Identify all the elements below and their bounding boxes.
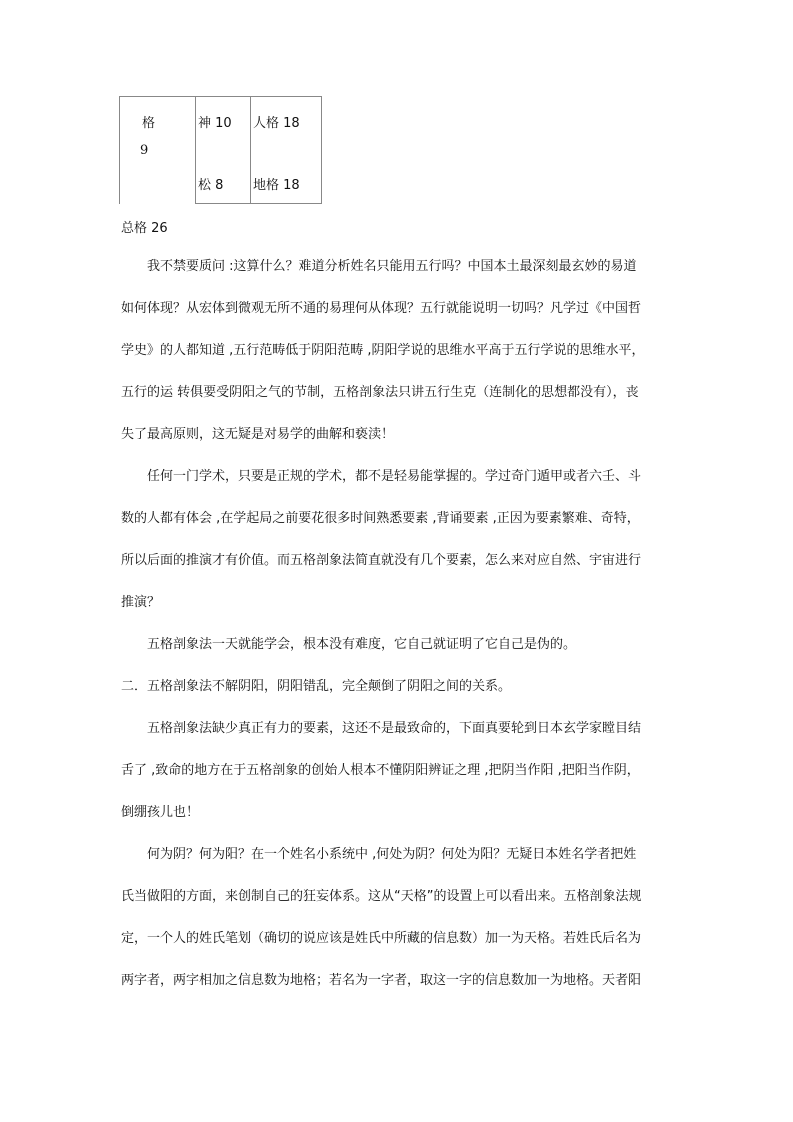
grid-renge-text: 人格 18: [253, 116, 300, 131]
paragraph-line: 失了最高原则，这无疑是对易学的曲解和亵渎！: [121, 427, 395, 442]
section-heading-2: [121, 666, 675, 708]
total-ge: 总格 26: [121, 221, 168, 236]
paragraph-1: [121, 246, 675, 456]
paragraph-line: 何为阴？何为阳？在一个姓名小系统中 ,何处为阴？何处为阳？无疑日本姓名学者把姓: [147, 847, 637, 862]
paragraph-line: 倒绷孩儿也！: [121, 805, 200, 820]
grid-cell-song: [196, 150, 251, 204]
paragraph-line: 五格剖象法缺少真正有力的要素，这还不是最致命的，下面真要轮到日本玄学家瞠目结: [147, 721, 642, 736]
grid-cell-renge: [251, 97, 322, 151]
grid-ge-value: 9: [140, 143, 149, 158]
paragraph-line: 如何体现？从宏体到微观无所不通的易理何从体现？五行就能说明一切吗？凡学过《中国哲: [121, 301, 642, 316]
paragraph-line: 五格剖象法一天就能学会，根本没有难度，它自己就证明了它自己是伪的。: [147, 637, 577, 652]
paragraph-line: 学史》的人都知道 ,五行范畴低于阴阳范畴 ,阴阳学说的思维水平高于五行学说的思维水平，: [121, 343, 645, 358]
grid-ge-label: 格: [142, 116, 156, 131]
paragraph-line: 两字者，两字相加之信息数为地格；若名为一字者，取这一字的信息数加一为地格。天者阳: [121, 973, 642, 988]
grid-dige-text: 地格 18: [253, 178, 300, 193]
paragraph-2: [121, 456, 675, 624]
paragraph-5: [121, 834, 675, 1002]
paragraph-line: 舌了 ,致命的地方在于五格剖象的创始人根本不懂阴阳辨证之理 ,把阴当作阳 ,把阳当作阴，: [121, 763, 640, 778]
paragraph-4: [121, 708, 675, 834]
paragraph-line: 数的人都有体会 ,在学起局之前要花很多时间熟悉要素 ,背诵要素 ,正因为要素繁难、奇特，: [121, 511, 640, 526]
section-heading-line: 二．五格剖象法不解阴阳，阴阳错乱，完全颠倒了阴阳之间的关系。: [121, 679, 512, 694]
grid-song-text: 松 8: [198, 178, 224, 193]
name-grid-table: [119, 96, 322, 204]
paragraph-line: 所以后面的推演才有价值。而五格剖象法简直就没有几个要素，怎么来对应自然、宇宙进行: [121, 553, 642, 568]
paragraph-line: 五行的运 转俱要受阴阳之气的节制，五格剖象法只讲五行生克（连制化的思想都没有），丧: [121, 385, 639, 400]
paragraph-line: 任何一门学术，只要是正规的学术，都不是轻易能掌握的。学过奇门遁甲或者六壬、斗: [147, 469, 642, 484]
grid-cell-dige: [251, 150, 322, 204]
paragraph-line: 我不禁要质问 :这算什么？难道分析姓名只能用五行吗？中国本土最深刻最玄妙的易道: [147, 259, 637, 274]
paragraph-line: 推演？: [121, 595, 161, 610]
grid-shen-text: 神 10: [198, 116, 232, 131]
paragraph-3: [121, 624, 675, 666]
paragraph-line: 氏当做阳的方面，来创制自己的狂妄体系。这从“天格”的设置上可以看出来。五格剖象法规: [121, 889, 642, 904]
paragraph-line: 定，一个人的姓氏笔划（确切的说应该是姓氏中所藏的信息数）加一为天格。若姓氏后名为: [121, 931, 642, 946]
grid-cell-shen: [196, 97, 251, 151]
grid-left-cell: [120, 97, 196, 204]
